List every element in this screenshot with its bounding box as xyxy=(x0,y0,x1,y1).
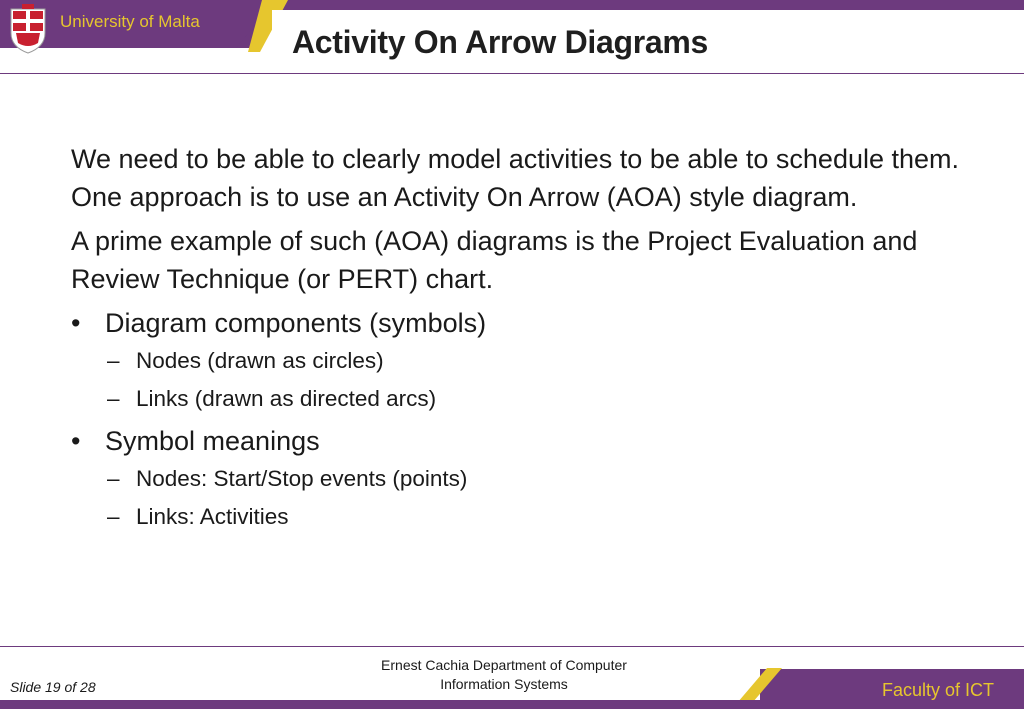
slide-title: Activity On Arrow Diagrams xyxy=(292,24,709,60)
sub-bullet-item xyxy=(71,460,971,498)
department-line: Information Systems xyxy=(440,676,568,692)
sub-bullet-text: Nodes (drawn as circles) xyxy=(136,348,384,373)
sub-bullet-marker: – xyxy=(107,504,120,529)
department-line: Ernest Cachia Department of Computer xyxy=(381,657,627,673)
slide-number: Slide 19 of 28 xyxy=(10,679,96,695)
sub-bullet-marker: – xyxy=(107,466,120,491)
sub-bullet-marker: – xyxy=(107,348,120,373)
footer-band xyxy=(0,700,1024,709)
university-name: University of Malta xyxy=(60,12,200,31)
slide-body xyxy=(71,140,971,536)
paragraph-intro: We need to be able to clearly model activities to be able to schedule them. One approach is to use an Activity On Arrow (AOA) style diagram. xyxy=(71,144,960,212)
bullet-text: Symbol meanings xyxy=(105,426,320,456)
sub-bullet-text: Links (drawn as directed arcs) xyxy=(136,386,437,411)
faculty-name: Faculty of ICT xyxy=(882,680,995,700)
university-crest-icon xyxy=(8,3,48,55)
sub-bullet-text: Nodes: Start/Stop events (points) xyxy=(136,466,468,491)
bullet-marker: • xyxy=(71,308,81,338)
bullet-text: Diagram components (symbols) xyxy=(105,308,487,338)
department-name xyxy=(364,656,644,694)
sub-bullet-marker: – xyxy=(107,386,120,411)
sub-bullet-item xyxy=(71,342,971,380)
footer-divider xyxy=(0,646,1024,647)
paragraph-pert: A prime example of such (AOA) diagrams is the Project Evaluation and Review Technique (or PERT) chart. xyxy=(71,226,918,294)
bullet-item xyxy=(71,304,971,342)
bullet-item xyxy=(71,422,971,460)
sub-bullet-text: Links: Activities xyxy=(136,504,289,529)
bullet-marker: • xyxy=(71,426,81,456)
header-divider xyxy=(0,73,1024,74)
sub-bullet-item xyxy=(71,498,971,536)
sub-bullet-item xyxy=(71,380,971,418)
